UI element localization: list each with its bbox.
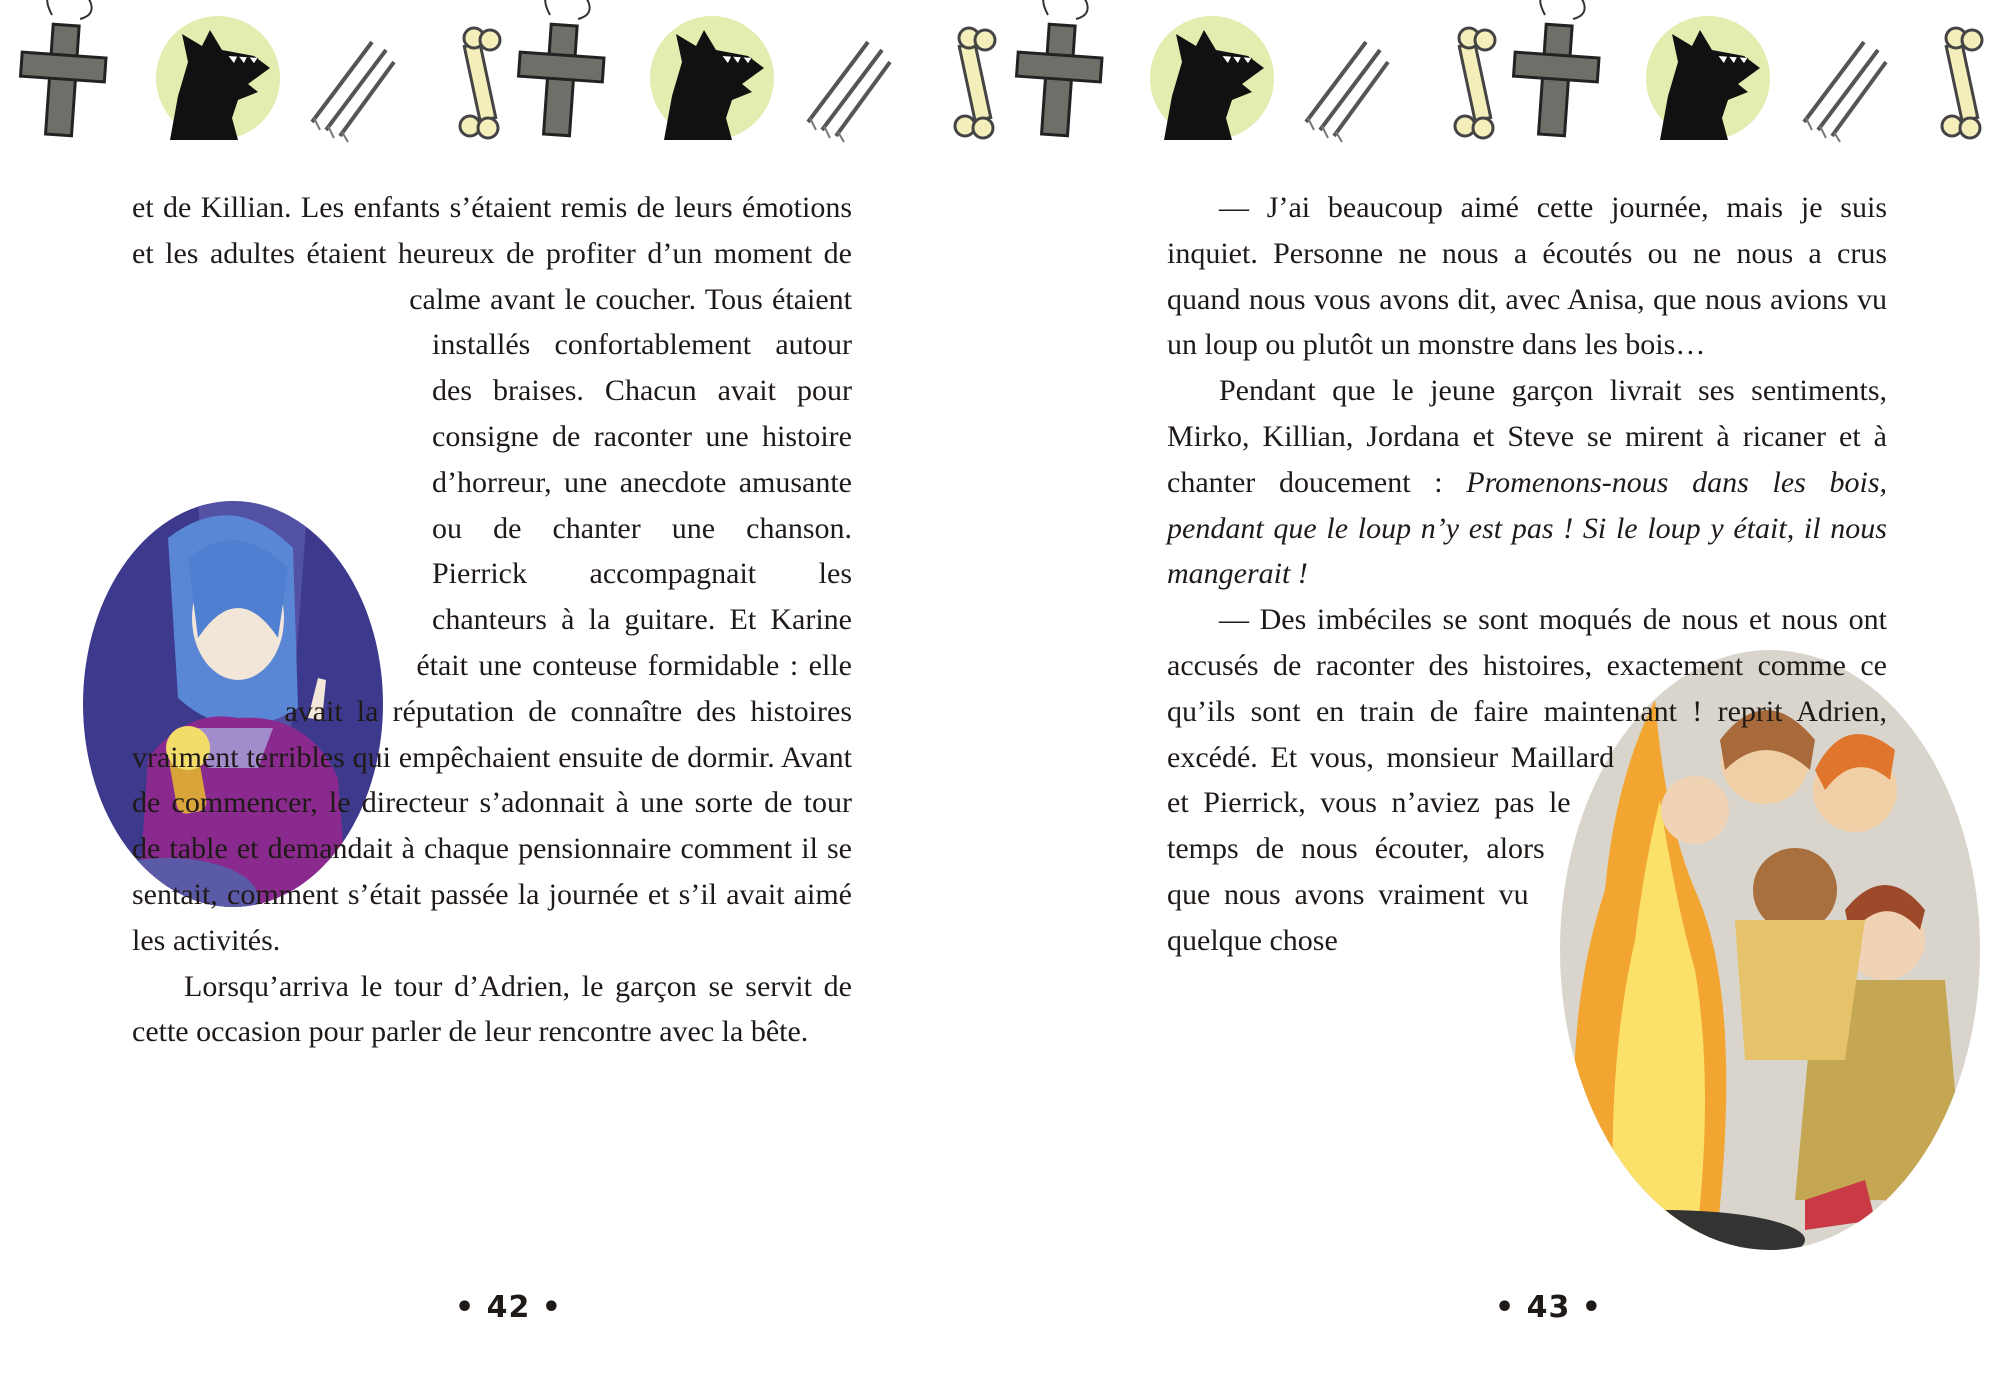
bone-icon — [1942, 28, 1982, 138]
page-number-right: • 43 • — [1495, 1290, 1602, 1325]
werewolf-moon-icon — [1646, 16, 1770, 140]
cross-icon — [1017, 0, 1102, 136]
page-number-left: • 42 • — [455, 1290, 562, 1325]
bone-icon — [1455, 28, 1495, 138]
song-lyrics: Promenons-nous dans les bois, pendant que le loup n’y est pas ! Si le loup y était, il nous mangerait ! — [1167, 465, 1887, 591]
decorative-banner — [0, 0, 2010, 160]
claw-marks-icon — [1804, 42, 1886, 142]
werewolf-moon-icon — [1150, 16, 1274, 140]
paragraph: — J’ai beaucoup aimé cette journée, mais je suis inquiet. Personne ne nous a écoutés ou ne nous a crus quand nous vous avons dit, avec Anisa, que nous avions vu un loup ou plutôt un monstre dans les bois… — [1167, 191, 1887, 362]
claw-marks-icon — [312, 42, 394, 142]
werewolf-moon-icon — [156, 16, 280, 140]
paragraph: — Des imbéciles se sont moqués de nous et nous ont accusés de raconter des histoires, exactement comme ce qu’ils sont en train de faire maintenant ! reprit Adrien, excédé. Et vous, monsieur Maillard et Pierrick, vous n’aviez pas le temps de nous écouter, alors que nous avons vraiment vu quelque chose — [1167, 603, 1887, 957]
bone-icon — [460, 28, 500, 138]
cross-icon — [519, 0, 604, 136]
bone-icon — [955, 28, 995, 138]
left-page — [132, 185, 852, 1055]
claw-marks-icon — [1306, 42, 1388, 142]
werewolf-moon-icon — [650, 16, 774, 140]
cross-icon — [21, 0, 106, 136]
paragraph-text: Pendant que le jeune garçon livrait ses sentiments, Mirko, Killian, Jordana et Steve se mirent à ricaner et à chanter doucement : — [1167, 374, 1887, 499]
cross-icon — [1514, 0, 1599, 136]
right-page — [1167, 185, 1887, 1177]
paragraph: et de Killian. Les enfants s’étaient remis de leurs émotions et les adultes étaient heureux de profiter d’un moment de calme avant le coucher. Tous étaient installés confortablement autour des braises. Chacun avait pour consigne de raconter une histoire d’horreur, une anecdote amusante ou de chanter une chanson. Pierrick accompagnait les chanteurs à la guitare. Et Karine était une conteuse formidable : elle avait la réputation de connaître des histoires vraiment terribles qui empêchaient ensuite de dormir. Avant de commencer, le directeur s’adonnait à une sorte de tour de table et demandait à chaque pensionnaire comment il se sentait, comment s’était passée la journée et s’il avait aimé les activités. — [132, 191, 852, 957]
claw-marks-icon — [808, 42, 890, 142]
paragraph: Lorsqu’arriva le tour d’Adrien, le garçon se servit de cette occasion pour parler de leur rencontre avec la bête. — [132, 969, 852, 1049]
paragraph — [1167, 368, 1887, 597]
